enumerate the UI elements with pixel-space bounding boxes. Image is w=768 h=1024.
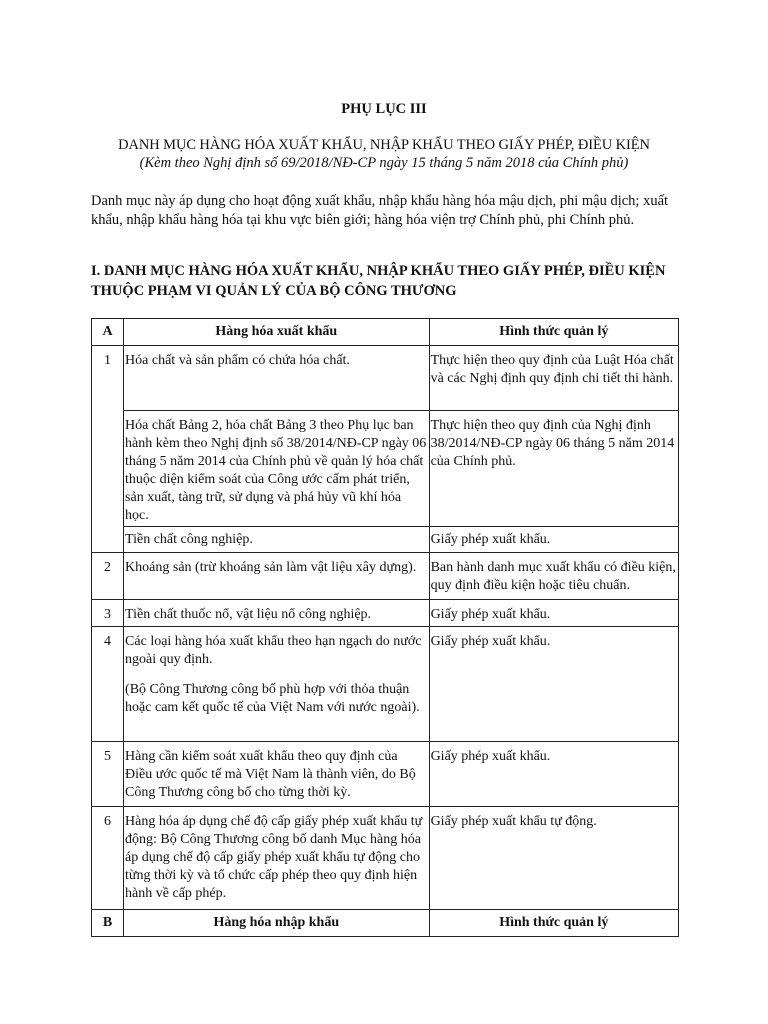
decree-reference: (Kèm theo Nghị định số 69/2018/NĐ-CP ngày 15 tháng 5 năm 2018 của Chính phủ) bbox=[139, 155, 629, 171]
table-row bbox=[92, 526, 679, 553]
row-goods: Hóa chất và sản phẩm có chứa hóa chất. bbox=[124, 346, 430, 411]
table-row bbox=[92, 627, 679, 742]
row-management: Giấy phép xuất khẩu. bbox=[429, 600, 678, 627]
header-index: B bbox=[92, 910, 124, 937]
row-index bbox=[92, 526, 124, 553]
table-header-import bbox=[92, 910, 679, 937]
row-management: Giấy phép xuất khẩu. bbox=[429, 742, 678, 807]
row-management: Thực hiện theo quy định của Nghị định 38/2014/NĐ-CP ngày 06 tháng 5 năm 2014 của Chính phủ. bbox=[429, 410, 678, 526]
row-management: Giấy phép xuất khẩu tự động. bbox=[429, 807, 678, 910]
row-goods: Các loại hàng hóa xuất khẩu theo hạn ngạch do nước ngoài quy định. bbox=[125, 634, 422, 667]
row-index: 1 bbox=[92, 346, 124, 411]
row-goods: Tiền chất công nghiệp. bbox=[124, 526, 430, 553]
appendix-title: PHỤ LỤC III bbox=[341, 101, 427, 117]
header-management: Hình thức quản lý bbox=[429, 319, 678, 346]
row-index: 6 bbox=[92, 807, 124, 910]
table-row bbox=[92, 807, 679, 910]
row-goods-note: (Bộ Công Thương công bố phù hợp với thỏa thuận hoặc cam kết quốc tế của Việt Nam với nước ngoài). bbox=[125, 682, 420, 715]
row-management: Ban hành danh mục xuất khẩu có điều kiện, quy định điều kiện hoặc tiêu chuẩn. bbox=[429, 553, 678, 600]
row-goods: Tiền chất thuốc nổ, vật liệu nổ công nghiệp. bbox=[124, 600, 430, 627]
row-management: Giấy phép xuất khẩu. bbox=[429, 627, 678, 742]
row-goods: Hàng hóa áp dụng chế độ cấp giấy phép xuất khẩu tự động: Bộ Công Thương công bố danh Mục hàng hóa áp dụng chế độ cấp giấy phép xuất khẩu tự động cho từng thời kỳ và tổ chức cấp phép theo quy định hiện hành về cấp phép. bbox=[124, 807, 430, 910]
row-index: 3 bbox=[92, 600, 124, 627]
row-index: 4 bbox=[92, 627, 124, 742]
row-index: 2 bbox=[92, 553, 124, 600]
header-goods: Hàng hóa nhập khẩu bbox=[124, 910, 430, 937]
header-management: Hình thức quản lý bbox=[429, 910, 678, 937]
row-goods: Hàng cần kiểm soát xuất khẩu theo quy định của Điều ước quốc tế mà Việt Nam là thành viên, do Bộ Công Thương công bố cho từng thời kỳ. bbox=[124, 742, 430, 807]
row-goods: Hóa chất Bảng 2, hóa chất Bảng 3 theo Phụ lục ban hành kèm theo Nghị định số 38/2014/NĐ-CP ngày 06 tháng 5 năm 2014 của Chính phủ về quản lý hóa chất thuộc diện kiểm soát của Công ước cấm phát triển, sản xuất, tàng trữ, sử dụng và phá hủy vũ khí hóa học. bbox=[124, 410, 430, 526]
row-goods-cell bbox=[124, 627, 430, 742]
table-row bbox=[92, 346, 679, 411]
table-row bbox=[92, 553, 679, 600]
section-heading: I. DANH MỤC HÀNG HÓA XUẤT KHẨU, NHẬP KHẨU THEO GIẤY PHÉP, ĐIỀU KIỆN THUỘC PHẠM VI QUẢN LÝ CỦA BỘ CÔNG THƯƠNG bbox=[91, 263, 666, 299]
table-row bbox=[92, 410, 679, 526]
row-index bbox=[92, 410, 124, 526]
header-index: A bbox=[92, 319, 124, 346]
appendix-subtitle: DANH MỤC HÀNG HÓA XUẤT KHẨU, NHẬP KHẨU THEO GIẤY PHÉP, ĐIỀU KIỆN bbox=[118, 137, 650, 153]
table-row bbox=[92, 742, 679, 807]
table-row bbox=[92, 600, 679, 627]
header-goods: Hàng hóa xuất khẩu bbox=[124, 319, 430, 346]
row-management: Giấy phép xuất khẩu. bbox=[429, 526, 678, 553]
row-goods: Khoáng sản (trừ khoáng sản làm vật liệu xây dựng). bbox=[124, 553, 430, 600]
goods-table bbox=[91, 318, 679, 937]
table-header-export bbox=[92, 319, 679, 346]
row-management: Thực hiện theo quy định của Luật Hóa chất và các Nghị định quy định chi tiết thi hành. bbox=[429, 346, 678, 411]
row-index: 5 bbox=[92, 742, 124, 807]
intro-paragraph: Danh mục này áp dụng cho hoạt động xuất khẩu, nhập khẩu hàng hóa mậu dịch, phi mậu dịch; xuất khẩu, nhập khẩu hàng hóa tại khu vực biên giới; hàng hóa viện trợ Chính phủ, phi Chính phủ. bbox=[91, 193, 669, 228]
